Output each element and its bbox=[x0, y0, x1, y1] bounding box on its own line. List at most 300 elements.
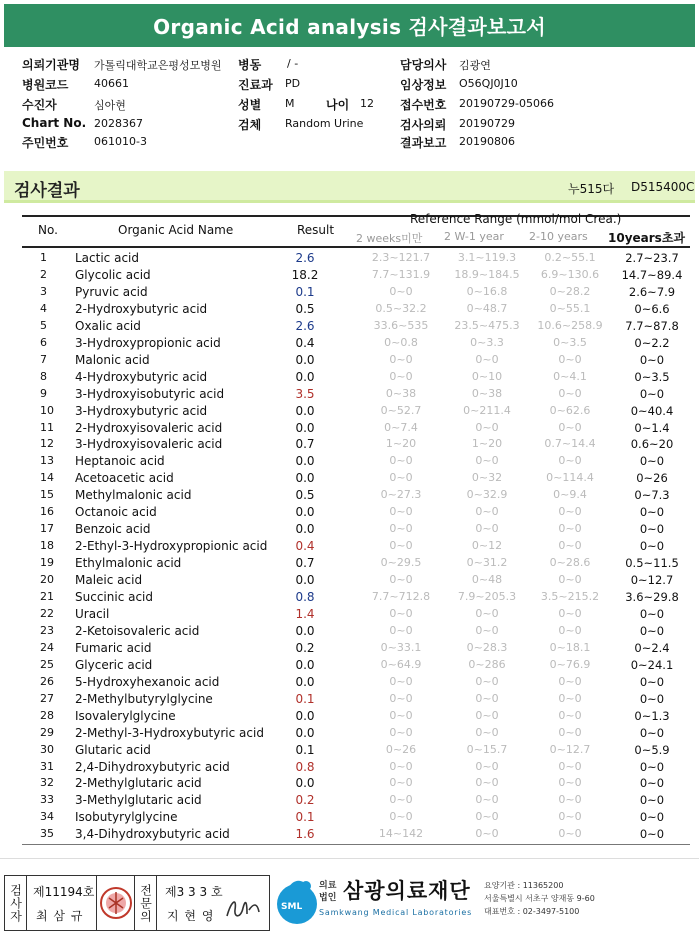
result-value: 0.1 bbox=[295, 742, 315, 757]
row-number: 24 bbox=[40, 640, 54, 654]
header-no: No. bbox=[38, 223, 58, 237]
ref-range-2w-1y: 3.1~119.3 bbox=[457, 251, 517, 264]
result-code-2: D515400C bbox=[631, 180, 695, 194]
acid-name: 2-Methyl-3-Hydroxybutyric acid bbox=[75, 725, 264, 740]
acid-name: 3-Methylglutaric acid bbox=[75, 793, 202, 808]
row-number: 22 bbox=[40, 606, 54, 620]
label-request-date: 검사의뢰 bbox=[400, 118, 447, 132]
value-patient: 심아현 bbox=[94, 99, 126, 112]
ref-range-over-10y: 0~0 bbox=[639, 793, 665, 808]
ref-range-2-10y: 0~0 bbox=[558, 606, 582, 620]
table-row bbox=[22, 827, 690, 844]
results-heading: 검사결과 bbox=[14, 181, 80, 201]
result-value: 0.0 bbox=[295, 657, 315, 672]
table-row bbox=[22, 776, 690, 793]
result-value: 0.0 bbox=[295, 725, 315, 740]
table-row bbox=[22, 370, 690, 387]
acid-name: Uracil bbox=[75, 606, 110, 621]
label-report-date: 결과보고 bbox=[400, 136, 447, 150]
ref-range-2w-1y: 0~38 bbox=[471, 386, 503, 400]
ref-range-over-10y: 0~0 bbox=[639, 352, 665, 367]
sml-logo-text: SML bbox=[281, 902, 303, 912]
label-clinical-info: 임상정보 bbox=[400, 78, 447, 92]
acid-name: Succinic acid bbox=[75, 590, 154, 604]
footer-rule bbox=[0, 858, 699, 859]
ref-range-over-10y: 0.6~20 bbox=[630, 437, 674, 452]
result-value: 0.0 bbox=[295, 454, 315, 469]
org-english-name: Samkwang Medical Laboratories bbox=[319, 908, 473, 917]
age-group-4: 10years초과 bbox=[608, 231, 686, 245]
table-row bbox=[22, 268, 690, 285]
report-title: Organic Acid analysis 검사결과보고서 bbox=[4, 4, 695, 47]
ref-range-over-10y: 7.7~87.8 bbox=[625, 318, 679, 333]
ref-range-2-10y: 0~0 bbox=[558, 352, 582, 366]
ref-range-2w-1y: 0~0 bbox=[475, 352, 499, 366]
ref-range-over-10y: 0~0 bbox=[639, 623, 665, 638]
ref-range-2-10y: 0~4.1 bbox=[553, 369, 587, 383]
ref-range-2w-1y: 0~10 bbox=[471, 369, 503, 383]
ref-range-2w-1y: 1~20 bbox=[471, 437, 503, 451]
ref-range-2weeks: 0~26 bbox=[385, 742, 417, 756]
ref-range-over-10y: 0~24.1 bbox=[630, 657, 674, 672]
label-receipt-no: 접수번호 bbox=[400, 98, 447, 112]
ref-range-2-10y: 0~0 bbox=[558, 708, 582, 722]
ref-range-2-10y: 0~0 bbox=[558, 827, 582, 841]
table-row bbox=[22, 488, 690, 505]
ref-range-over-10y: 0~7.3 bbox=[634, 488, 670, 503]
org-phone: 대표번호 : 02-3497-5100 bbox=[484, 907, 580, 916]
ref-range-2-10y: 0~28.6 bbox=[549, 556, 591, 570]
ref-range-over-10y: 0~0 bbox=[639, 505, 665, 520]
examiner-label bbox=[5, 876, 27, 930]
signature-icon bbox=[223, 890, 265, 924]
ref-range-2w-1y: 0~48 bbox=[471, 573, 503, 587]
ref-range-over-10y: 0.5~11.5 bbox=[625, 556, 679, 571]
ref-range-2weeks: 0~0 bbox=[389, 759, 413, 773]
table-row bbox=[22, 709, 690, 726]
ref-range-2w-1y: 0~31.2 bbox=[466, 556, 508, 570]
ref-range-over-10y: 2.6~7.9 bbox=[628, 284, 676, 299]
acid-name: 3-Hydroxybutyric acid bbox=[75, 403, 208, 418]
table-row bbox=[22, 641, 690, 658]
ref-range-2-10y: 0~0 bbox=[558, 420, 582, 434]
row-number: 25 bbox=[40, 657, 54, 671]
result-value: 1.6 bbox=[295, 827, 315, 842]
org-prefix-2: 법인 bbox=[319, 893, 337, 903]
ref-range-2weeks: 0~33.1 bbox=[380, 640, 422, 654]
acid-name: 2-Hydroxybutyric acid bbox=[75, 301, 208, 316]
label-sex: 성별 bbox=[238, 98, 262, 112]
ref-range-2-10y: 0.7~14.4 bbox=[544, 437, 596, 451]
ref-range-2w-1y: 0~0 bbox=[475, 454, 499, 468]
table-row bbox=[22, 760, 690, 777]
acid-name: Glutaric acid bbox=[75, 742, 151, 757]
ref-range-2w-1y: 0~0 bbox=[475, 522, 499, 536]
value-clinical-info: O56QJ0J10 bbox=[459, 77, 518, 90]
ref-range-over-10y: 0~0 bbox=[639, 454, 665, 469]
value-hospital-code: 40661 bbox=[94, 77, 129, 90]
acid-name: 2,4-Dihydroxybutyric acid bbox=[75, 759, 230, 774]
ref-range-2w-1y: 18.9~184.5 bbox=[454, 267, 520, 281]
ref-range-2w-1y: 0~15.7 bbox=[466, 742, 508, 756]
row-number: 15 bbox=[40, 488, 54, 502]
ref-range-2weeks: 0~27.3 bbox=[380, 488, 422, 502]
org-name: 삼광의료재단 bbox=[343, 879, 471, 903]
ref-range-2weeks: 0~0 bbox=[389, 623, 413, 637]
value-ward: / - bbox=[287, 57, 299, 70]
row-number: 29 bbox=[40, 725, 54, 739]
age-group-1: 2 weeks미만 bbox=[356, 232, 423, 245]
ref-range-2w-1y: 0~0 bbox=[475, 776, 499, 790]
ref-range-2w-1y: 0~0 bbox=[475, 793, 499, 807]
table-row bbox=[22, 319, 690, 336]
ref-range-2-10y: 0~0 bbox=[558, 386, 582, 400]
ref-range-2weeks: 0~0 bbox=[389, 454, 413, 468]
row-number: 30 bbox=[40, 742, 54, 756]
acid-name: Benzoic acid bbox=[75, 522, 151, 537]
acid-name: 2-Methylglutaric acid bbox=[75, 776, 202, 791]
row-number: 11 bbox=[40, 420, 54, 434]
result-value: 0.4 bbox=[295, 335, 315, 350]
ref-range-2weeks: 0.5~32.2 bbox=[375, 301, 427, 315]
ref-range-2weeks: 0~0 bbox=[389, 352, 413, 366]
ref-range-2w-1y: 7.9~205.3 bbox=[457, 590, 517, 603]
row-number: 28 bbox=[40, 708, 54, 722]
label-resident-no: 주민번호 bbox=[22, 136, 69, 150]
ref-range-2weeks: 0~0 bbox=[389, 471, 413, 485]
table-row bbox=[22, 573, 690, 590]
acid-name: 2-Ethyl-3-Hydroxypropionic acid bbox=[75, 539, 268, 554]
row-number: 10 bbox=[40, 403, 54, 417]
result-value: 0.0 bbox=[295, 708, 315, 723]
ref-range-2-10y: 0~0 bbox=[558, 573, 582, 587]
ref-range-2-10y: 0~0 bbox=[558, 623, 582, 637]
ref-range-2weeks: 0~0 bbox=[389, 284, 413, 298]
ref-range-over-10y: 3.6~29.8 bbox=[625, 590, 679, 604]
table-row bbox=[22, 404, 690, 421]
table-row bbox=[22, 285, 690, 302]
ref-range-2weeks: 1~20 bbox=[385, 437, 417, 451]
result-value: 0.2 bbox=[295, 640, 315, 655]
label-patient: 수진자 bbox=[22, 98, 57, 112]
table-row bbox=[22, 692, 690, 709]
organization-logo bbox=[271, 872, 695, 932]
row-number: 18 bbox=[40, 539, 54, 553]
label-institution: 의뢰기관명 bbox=[22, 58, 80, 72]
ref-range-over-10y: 0~5.9 bbox=[634, 742, 670, 757]
results-section-bar bbox=[4, 171, 695, 203]
ref-range-2-10y: 3.5~215.2 bbox=[540, 590, 600, 603]
result-value: 0.0 bbox=[295, 420, 315, 435]
ref-range-2weeks: 0~0 bbox=[389, 691, 413, 705]
specialist-cell bbox=[157, 876, 269, 930]
ref-range-2weeks: 7.7~131.9 bbox=[371, 267, 431, 281]
value-receipt-no: 20190729-05066 bbox=[459, 97, 554, 110]
result-value: 0.0 bbox=[295, 522, 315, 537]
value-institution: 가톨릭대학교은평성모병원 bbox=[94, 59, 222, 72]
acid-name: Methylmalonic acid bbox=[75, 488, 192, 503]
row-number: 14 bbox=[40, 471, 54, 485]
examiner-name: 최 삼 규 bbox=[36, 909, 84, 923]
ref-range-2-10y: 0~18.1 bbox=[549, 640, 591, 654]
result-value: 0.7 bbox=[295, 556, 315, 571]
value-request-date: 20190729 bbox=[459, 117, 515, 130]
ref-range-2-10y: 0~28.2 bbox=[549, 284, 591, 298]
acid-name: Maleic acid bbox=[75, 573, 143, 588]
ref-range-over-10y: 0~2.2 bbox=[634, 335, 670, 350]
ref-range-2w-1y: 0~0 bbox=[475, 810, 499, 824]
ref-range-2weeks: 0~0 bbox=[389, 674, 413, 688]
ref-range-over-10y: 14.7~89.4 bbox=[621, 267, 683, 282]
header-reference: Reference Range (mmol/mol Crea.) bbox=[410, 212, 622, 226]
result-value: 2.6 bbox=[295, 318, 315, 333]
specialist-label bbox=[135, 876, 157, 930]
row-number: 27 bbox=[40, 691, 54, 705]
ref-range-2w-1y: 0~0 bbox=[475, 691, 499, 705]
table-row bbox=[22, 726, 690, 743]
row-number: 6 bbox=[40, 335, 47, 349]
ref-range-2-10y: 10.6~258.9 bbox=[537, 318, 603, 332]
ref-range-2-10y: 0~0 bbox=[558, 674, 582, 688]
row-number: 8 bbox=[40, 369, 47, 383]
ref-range-over-10y: 0~0 bbox=[639, 539, 665, 554]
ref-range-over-10y: 0~3.5 bbox=[634, 369, 670, 384]
result-value: 0.0 bbox=[295, 352, 315, 367]
row-number: 19 bbox=[40, 556, 54, 570]
acid-name: 2-Hydroxyisovaleric acid bbox=[75, 420, 223, 435]
table-row bbox=[22, 793, 690, 810]
ref-range-2-10y: 0~0 bbox=[558, 691, 582, 705]
row-number: 20 bbox=[40, 573, 54, 587]
ref-range-2w-1y: 0~0 bbox=[475, 827, 499, 841]
table-row bbox=[22, 539, 690, 556]
ref-range-2-10y: 6.9~130.6 bbox=[540, 267, 600, 281]
ref-range-2weeks: 0~29.5 bbox=[380, 556, 422, 570]
examiner-license: 제11194호 bbox=[33, 885, 95, 899]
ref-range-2-10y: 0~0 bbox=[558, 505, 582, 519]
ref-range-over-10y: 0~0 bbox=[639, 810, 665, 825]
result-code-1: 누515다 bbox=[568, 182, 615, 196]
ref-range-2-10y: 0~0 bbox=[558, 810, 582, 824]
acid-name: Fumaric acid bbox=[75, 640, 152, 655]
ref-range-2weeks: 0~7.4 bbox=[384, 420, 418, 434]
table-row bbox=[22, 353, 690, 370]
acid-name: Acetoacetic acid bbox=[75, 471, 174, 486]
row-number: 34 bbox=[40, 810, 54, 824]
acid-name: Oxalic acid bbox=[75, 318, 141, 333]
ref-range-2-10y: 0~0 bbox=[558, 522, 582, 536]
table-row bbox=[22, 336, 690, 353]
result-value: 0.0 bbox=[295, 674, 315, 689]
ref-range-2weeks: 0~0 bbox=[389, 793, 413, 807]
examiner-label-text: 검사자 bbox=[8, 883, 23, 923]
ref-range-over-10y: 0~2.4 bbox=[634, 640, 670, 655]
ref-range-over-10y: 0~0 bbox=[639, 606, 665, 621]
ref-range-2weeks: 0~0 bbox=[389, 573, 413, 587]
ref-range-2w-1y: 0~0 bbox=[475, 708, 499, 722]
header-name: Organic Acid Name bbox=[118, 223, 234, 237]
label-chart-no: Chart No. bbox=[22, 116, 87, 130]
ref-range-2w-1y: 0~211.4 bbox=[463, 403, 511, 417]
table-row bbox=[22, 624, 690, 641]
ref-range-over-10y: 0~0 bbox=[639, 827, 665, 842]
ref-range-2-10y: 0.2~55.1 bbox=[544, 251, 596, 264]
table-row bbox=[22, 471, 690, 488]
row-number: 9 bbox=[40, 386, 47, 400]
specialist-name: 지 현 영 bbox=[167, 909, 215, 923]
ref-range-2weeks: 0~0 bbox=[389, 776, 413, 790]
table-row bbox=[22, 437, 690, 454]
ref-range-2weeks: 0~0 bbox=[389, 539, 413, 553]
ref-range-2-10y: 0~114.4 bbox=[546, 471, 594, 485]
ref-range-2weeks: 0~0 bbox=[389, 606, 413, 620]
ref-range-2weeks: 0~0 bbox=[389, 810, 413, 824]
table-row bbox=[22, 556, 690, 573]
result-value: 0.1 bbox=[295, 810, 315, 825]
value-chart-no: 2028367 bbox=[94, 117, 143, 130]
ref-range-2weeks: 0~38 bbox=[385, 386, 417, 400]
label-specimen: 검체 bbox=[238, 118, 262, 132]
result-value: 0.4 bbox=[295, 539, 315, 554]
sml-logo-icon bbox=[273, 876, 321, 926]
table-row bbox=[22, 590, 690, 607]
ref-range-2w-1y: 0~0 bbox=[475, 420, 499, 434]
age-group-2: 2 W-1 year bbox=[444, 230, 504, 243]
row-number: 17 bbox=[40, 522, 54, 536]
table-bottom-rule bbox=[22, 844, 690, 845]
result-value: 0.8 bbox=[295, 590, 315, 604]
row-number: 33 bbox=[40, 793, 54, 807]
ref-range-2-10y: 0~0 bbox=[558, 759, 582, 773]
ref-range-2weeks: 0~52.7 bbox=[380, 403, 422, 417]
ref-range-2weeks: 0~0 bbox=[389, 725, 413, 739]
value-resident-no: 061010-3 bbox=[94, 135, 147, 148]
ref-range-2-10y: 0~12.7 bbox=[549, 742, 591, 756]
table-row bbox=[22, 607, 690, 624]
result-value: 0.0 bbox=[295, 573, 315, 588]
result-value: 0.0 bbox=[295, 369, 315, 384]
ref-range-2w-1y: 0~48.7 bbox=[466, 301, 508, 315]
ref-range-2-10y: 0~76.9 bbox=[549, 657, 591, 671]
acid-name: 3-Hydroxyisovaleric acid bbox=[75, 437, 223, 452]
signature-box bbox=[4, 875, 270, 931]
ref-range-2w-1y: 0~0 bbox=[475, 505, 499, 519]
row-number: 4 bbox=[40, 301, 47, 315]
result-value: 0.0 bbox=[295, 471, 315, 486]
ref-range-over-10y: 0~0 bbox=[639, 725, 665, 740]
ref-range-2w-1y: 0~32.9 bbox=[466, 488, 508, 502]
table-row bbox=[22, 522, 690, 539]
ref-range-2w-1y: 0~16.8 bbox=[466, 284, 508, 298]
row-number: 35 bbox=[40, 827, 54, 841]
ref-range-over-10y: 0~0 bbox=[639, 386, 665, 401]
value-specimen: Random Urine bbox=[285, 117, 364, 130]
result-value: 1.4 bbox=[295, 606, 315, 621]
row-number: 26 bbox=[40, 674, 54, 688]
ref-range-2weeks: 0~0 bbox=[389, 708, 413, 722]
result-value: 18.2 bbox=[291, 267, 319, 282]
ref-range-2weeks: 33.6~535 bbox=[373, 318, 429, 332]
label-ward: 병동 bbox=[238, 58, 262, 72]
org-address: 서울특별시 서초구 양재동 9-60 bbox=[484, 894, 595, 903]
row-number: 1 bbox=[40, 251, 47, 264]
acid-name: 2-Methylbutyrylglycine bbox=[75, 691, 213, 706]
result-value: 3.5 bbox=[295, 386, 315, 401]
acid-name: Malonic acid bbox=[75, 352, 150, 367]
age-group-3: 2-10 years bbox=[529, 230, 588, 243]
ref-range-over-10y: 0~1.3 bbox=[634, 708, 670, 723]
specialist-license: 제3 3 3 호 bbox=[165, 885, 223, 899]
ref-range-2weeks: 14~142 bbox=[378, 827, 424, 841]
ref-range-2-10y: 0~0 bbox=[558, 725, 582, 739]
value-report-date: 20190806 bbox=[459, 135, 515, 148]
ref-range-over-10y: 0~0 bbox=[639, 522, 665, 537]
examiner-cell bbox=[27, 876, 97, 930]
acid-name: 3-Hydroxypropionic acid bbox=[75, 335, 221, 350]
label-age: 나이 bbox=[326, 98, 350, 112]
acid-name: Ethylmalonic acid bbox=[75, 556, 182, 571]
ref-range-2weeks: 0~0 bbox=[389, 505, 413, 519]
ref-range-2w-1y: 0~12 bbox=[471, 539, 503, 553]
result-value: 0.1 bbox=[295, 284, 315, 299]
ref-range-2-10y: 0~9.4 bbox=[553, 488, 587, 502]
table-row bbox=[22, 810, 690, 827]
row-number: 13 bbox=[40, 454, 54, 468]
label-department: 진료과 bbox=[238, 78, 273, 92]
result-value: 0.0 bbox=[295, 776, 315, 791]
ref-range-2-10y: 0~0 bbox=[558, 793, 582, 807]
org-prefix-1: 의료 bbox=[319, 881, 337, 891]
ref-range-over-10y: 0~0 bbox=[639, 759, 665, 774]
ref-range-2w-1y: 0~0 bbox=[475, 725, 499, 739]
table-row bbox=[22, 421, 690, 438]
table-row bbox=[22, 675, 690, 692]
acid-name: 4-Hydroxybutyric acid bbox=[75, 369, 208, 384]
ref-range-over-10y: 0~26 bbox=[636, 471, 668, 486]
table-row bbox=[22, 658, 690, 675]
org-code: 요양기관 : 11365200 bbox=[484, 881, 564, 890]
ref-range-2w-1y: 0~0 bbox=[475, 606, 499, 620]
table-row bbox=[22, 251, 690, 268]
table-header-rule bbox=[22, 246, 690, 248]
acid-name: Glycolic acid bbox=[75, 267, 151, 282]
result-value: 2.6 bbox=[295, 251, 315, 265]
ref-range-2weeks: 0~0.8 bbox=[384, 335, 418, 349]
ref-range-2weeks: 0~0 bbox=[389, 522, 413, 536]
row-number: 3 bbox=[40, 284, 47, 298]
result-value: 0.8 bbox=[295, 759, 315, 774]
seal-stamp-icon bbox=[97, 876, 135, 930]
row-number: 21 bbox=[40, 590, 54, 603]
ref-range-2w-1y: 0~0 bbox=[475, 759, 499, 773]
value-age: 12 bbox=[360, 97, 374, 110]
row-number: 23 bbox=[40, 623, 54, 637]
ref-range-over-10y: 0~0 bbox=[639, 691, 665, 706]
result-value: 0.7 bbox=[295, 437, 315, 452]
ref-range-2w-1y: 0~28.3 bbox=[466, 640, 508, 654]
table-row bbox=[22, 505, 690, 522]
ref-range-over-10y: 0~0 bbox=[639, 776, 665, 791]
row-number: 31 bbox=[40, 759, 54, 773]
acid-name: 3-Hydroxyisobutyric acid bbox=[75, 386, 225, 401]
result-value: 0.5 bbox=[295, 488, 315, 503]
row-number: 12 bbox=[40, 437, 54, 451]
row-number: 32 bbox=[40, 776, 54, 790]
result-value: 0.0 bbox=[295, 403, 315, 418]
ref-range-2-10y: 0~0 bbox=[558, 776, 582, 790]
row-number: 7 bbox=[40, 352, 47, 366]
ref-range-2weeks: 0~64.9 bbox=[380, 657, 422, 671]
